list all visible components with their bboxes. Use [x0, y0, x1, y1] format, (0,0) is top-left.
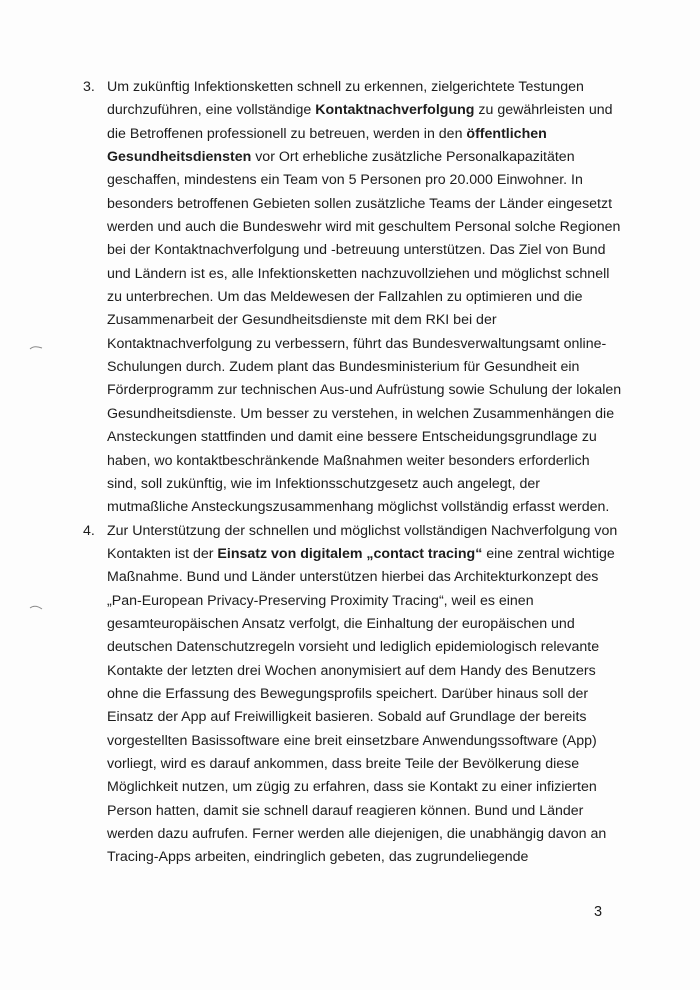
- text-run: eine zentral wichtige Maßnahme. Bund und Länder unterstützen hierbei das Architekturkonzept des „Pan-European Privacy-Preserving Proximity Tracing“, weil es einen gesamteuropäischen Ansatz verfolgt, die Einhaltung der europäischen und deutschen Datenschutzregeln vorsieht und lediglich epidemiologisch relevante Kontakte der letzten drei Wochen anonymisiert auf dem Handy des Benutzers ohne die Erfassung des Bewegungsprofils speichert. Darüber hinaus soll der Einsatz der App auf Freiwilligkeit basieren. Sobald auf Grundlage der bereits vorgestellten Basissoftware eine breit einsetzbare Anwendungssoftware (App) vorliegt, wird es darauf ankommen, dass breite Teile der Bevölkerung diese Möglichkeit nutzen, um zügig zu erfahren, dass sie Kontakt zu einer infizierten Person hatten, damit sie schnell darauf reagieren können. Bund und Länder werden dazu aufrufen. Ferner werden alle diejenigen, die unabhängig davon an Tracing-Apps arbeiten, eindringlich gebeten, das zugrundeliegende: [107, 545, 615, 866]
- numbered-list: [83, 76, 623, 870]
- bold-phrase: Kontaktnachverfolgung: [315, 102, 475, 119]
- paragraph: [107, 520, 623, 870]
- item-number: 3.: [83, 79, 95, 95]
- text-run: vor Ort erhebliche zusätzliche Personalkapazitäten geschaffen, mindestens ein Team von 5 Personen pro 20.000 Einwohner. In besonders betroffenen Gebieten sollen zusätzliche Teams der Länder eingesetzt werden und auch die Bundeswehr wird mit geschultem Personal solche Regionen bei der Kontaktnachverfolgung und -betreuung unterstützen. Das Ziel von Bund und Ländern ist es, alle Infektionsketten nachzuvollziehen und möglichst schnell zu unterbrechen. Um das Meldewesen der Fallzahlen zu optimieren und die Zusammenarbeit der Gesundheitsdienste mit dem RKI bei der Kontaktnachverfolgung zu verbessern, führt das Bundesverwaltungsamt online-Schulungen durch. Zudem plant das Bundesministerium für Gesundheit ein Förderprogramm zur technischen Aus-und Aufrüstung sowie Schulung der lokalen Gesundheitsdienste. Um besser zu verstehen, in welchen Zusammenhängen die Ansteckungen stattfinden und damit eine bessere Entscheidungsgrundlage zu haben, wo kontaktbeschränkende Maßnahmen weiter besonders erforderlich sind, soll zukünftig, wie im Infektionsschutzgesetz auch angelegt, der mutmaßliche Ansteckungszusammenhang möglichst vollständig erfasst werden.: [107, 149, 622, 516]
- text-run: Um zukünftig Infektionsketten schnell zu erkennen, zielgerichtete Testungen durchzuführen, eine vollständige: [107, 79, 584, 119]
- text-run: zu gewährleisten und die Betroffenen professionell zu betreuen, werden in den: [107, 102, 613, 142]
- list-item: [83, 76, 623, 520]
- scan-mark: [29, 604, 43, 610]
- bold-phrase: Einsatz von digitalem „contact tracing“: [217, 545, 483, 562]
- list-item: [83, 520, 623, 870]
- text-run: Zur Unterstützung der schnellen und möglichst vollständigen Nachverfolgung von Kontakten ist der: [107, 522, 618, 562]
- paragraph: [107, 76, 623, 520]
- scan-mark: [29, 344, 43, 350]
- page-number: 3: [594, 904, 603, 920]
- bold-phrase: öffentlichen Gesundheitsdiensten: [107, 125, 547, 166]
- item-number: 4.: [83, 522, 95, 539]
